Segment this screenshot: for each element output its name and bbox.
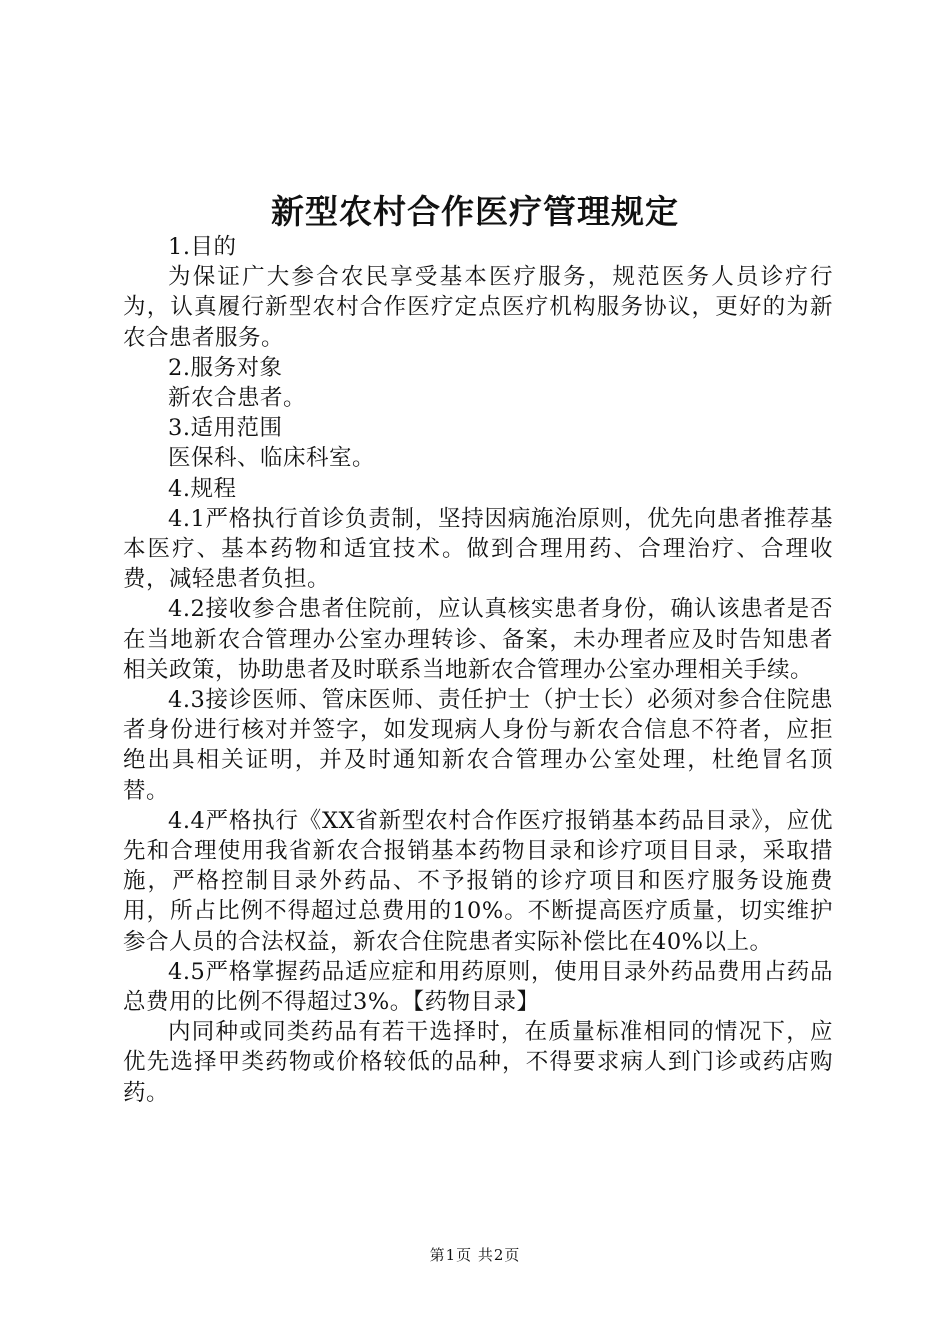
paragraph-scope: 医保科、临床科室。 bbox=[168, 445, 376, 472]
page-footer: 第1页 共2页 bbox=[429, 1246, 521, 1264]
paragraph-drug-selection: 内同种或同类药品有若干选择时，在质量标准相同的情况下，应优先选择甲类药物或价格较低的品种，不得要求病人到门诊或药店购药。 bbox=[123, 1019, 833, 1106]
section-heading-procedures: 4.规程 bbox=[168, 475, 237, 502]
paragraph-procedure-4-1: 4.1严格执行首诊负责制，坚持因病施治原则，优先向患者推荐基本医疗、基本药物和适宜技术。做到合理用药、合理治疗、合理收费，减轻患者负担。 bbox=[123, 505, 833, 593]
paragraph-procedure-4-2: 4.2接收参合患者住院前，应认真核实患者身份，确认该患者是否在当地新农合管理办公室办理转诊、备案，未办理者应及时告知患者相关政策，协助患者及时联系当地新农合管理办公室办理相关手续。 bbox=[123, 596, 833, 683]
section-heading-purpose: 1.目的 bbox=[168, 234, 237, 260]
section-heading-service-target: 2.服务对象 bbox=[168, 354, 283, 381]
paragraph-service-target: 新农合患者。 bbox=[168, 385, 307, 412]
paragraph-procedure-4-4: 4.4严格执行《XX省新型农村合作医疗报销基本药品目录》，应优先和合理使用我省新农合报销基本药物目录和诊疗项目目录，采取措施，严格控制目录外药品、不予报销的诊疗项目和医疗服务设施费用，所占比例不得超过总费用的10%。不断提高医疗质量，切实维护参合人员的合法权益，新农合住院患者实际补偿比在40%以上。 bbox=[123, 807, 833, 955]
paragraph-purpose: 为保证广大参合农民享受基本医疗服务，规范医务人员诊疗行为，认真履行新型农村合作医疗定点医疗机构服务协议，更好的为新农合患者服务。 bbox=[123, 264, 833, 351]
section-heading-scope: 3.适用范围 bbox=[168, 415, 283, 442]
paragraph-procedure-4-5: 4.5严格掌握药品适应症和用药原则，使用目录外药品费用占药品总费用的比例不得超过3%。【药物目录】 bbox=[123, 958, 833, 1016]
document-title: 新型农村合作医疗管理规定 bbox=[271, 192, 679, 231]
document-body bbox=[123, 232, 833, 1108]
paragraph-procedure-4-3: 4.3接诊医师、管床医师、责任护士（护士长）必须对参合住院患者身份进行核对并签字，如发现病人身份与新农合信息不符者，应拒绝出具相关证明，并及时通知新农合管理办公室处理，杜绝冒名顶替。 bbox=[123, 687, 833, 804]
